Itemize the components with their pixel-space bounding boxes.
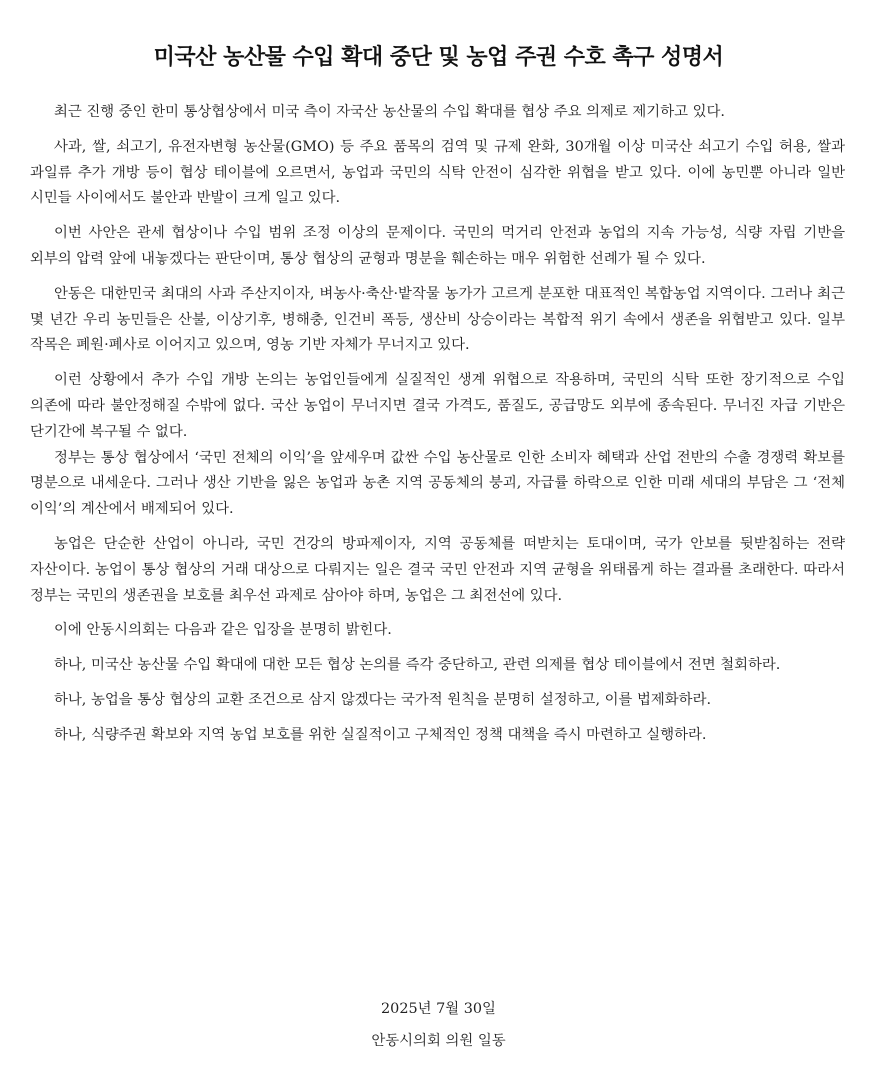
paragraph-threat: 이런 상황에서 추가 수입 개방 논의는 농업인들에게 실질적인 생계 위협으로 작용하며, 국민의 식탁 또한 장기적으로 수입 의존에 따라 불안정해질 수밖에 없다. 국산 농업이 무너지면 결국 가격도, 품질도, 공급망도 외부에 종속된다. 무너진 자급 기반은 단기간에 복구될 수 없다. bbox=[30, 372, 845, 440]
paragraph-andong: 안동은 대한민국 최대의 사과 주산지이자, 벼농사·축산·밭작물 농가가 고르게 분포한 대표적인 복합농업 지역이다. 그러나 최근 몇 년간 우리 농민들은 산불, 이상기후, 병해충, 인건비 폭등, 생산비 상승이라는 복합적 위기 속에서 생존을 위협받고 있다. 일부 작목은 폐원·폐사로 이어지고 있으며, 영농 기반 자체가 무너지고 있다. bbox=[30, 285, 845, 354]
document-body bbox=[30, 100, 845, 758]
paragraph-government: 정부는 통상 협상에서 ‘국민 전체의 이익’을 앞세우며 값싼 수입 농산물로 인한 소비자 혜택과 산업 전반의 수출 경쟁력 확보를 명분으로 내세운다. 그러나 생산 기반을 잃은 농업과 농촌 지역 공동체의 붕괴, 자급률 하락으로 인한 미래 세대의 부담은 그 ‘전체 이익’의 계산에서 배제되어 있다. bbox=[30, 449, 845, 518]
demand-item-1: 하나, 미국산 농산물 수입 확대에 대한 모든 협상 논의를 즉각 중단하고, 관련 의제를 협상 테이블에서 전면 철회하라. bbox=[54, 657, 781, 674]
demand-item-3: 하나, 식량주권 확보와 지역 농업 보호를 위한 실질적이고 구체적인 정책 대책을 즉시 마련하고 실행하라. bbox=[54, 726, 707, 743]
paragraph-significance: 이번 사안은 관세 협상이나 수입 범위 조정 이상의 문제이다. 국민의 먹거리 안전과 농업의 지속 가능성, 식량 자립 기반을 외부의 압력 앞에 내놓겠다는 판단이며, 통상 협상의 균형과 명분을 훼손하는 매우 위험한 선례가 될 수 있다. bbox=[30, 225, 845, 267]
paragraph-issues: 사과, 쌀, 쇠고기, 유전자변형 농산물(GMO) 등 주요 품목의 검역 및 규제 완화, 30개월 이상 미국산 쇠고기 수입 허용, 쌀과 과일류 추가 개방 등이 협상 테이블에 오르면서, 농업과 국민의 식탁 안전이 심각한 위협을 받고 있다. 이에 농민뿐 아니라 일반 시민들 사이에서도 불안과 반발이 크게 일고 있다. bbox=[30, 138, 845, 207]
document-title: 미국산 농산물 수입 확대 중단 및 농업 주권 수호 촉구 성명서 bbox=[153, 45, 724, 70]
paragraph-position: 이에 안동시의회는 다음과 같은 입장을 분명히 밝힌다. bbox=[54, 622, 392, 639]
paragraph-intro: 최근 진행 중인 한미 통상협상에서 미국 측이 자국산 농산물의 수입 확대를 협상 주요 의제로 제기하고 있다. bbox=[54, 104, 725, 120]
paragraph-agriculture-value: 농업은 단순한 산업이 아니라, 국민 건강의 방파제이자, 지역 공동체를 떠받치는 토대이며, 국가 안보를 뒷받침하는 전략 자산이다. 농업이 통상 협상의 거래 대상으로 다뤄지는 일은 결국 국민 안전과 지역 균형을 위태롭게 하는 결과를 초래한다. 따라서 정부는 국민의 생존권을 보호를 최우선 과제로 삼아야 하며, 농업은 그 최전선에 있다. bbox=[30, 535, 845, 604]
demand-item-2: 하나, 농업을 통상 협상의 교환 조건으로 삼지 않겠다는 국가적 원칙을 분명히 설정하고, 이를 법제화하라. bbox=[54, 691, 712, 708]
document-signer: 안동시의회 의원 일동 bbox=[371, 1033, 506, 1049]
document-date: 2025년 7월 30일 bbox=[381, 1001, 496, 1017]
